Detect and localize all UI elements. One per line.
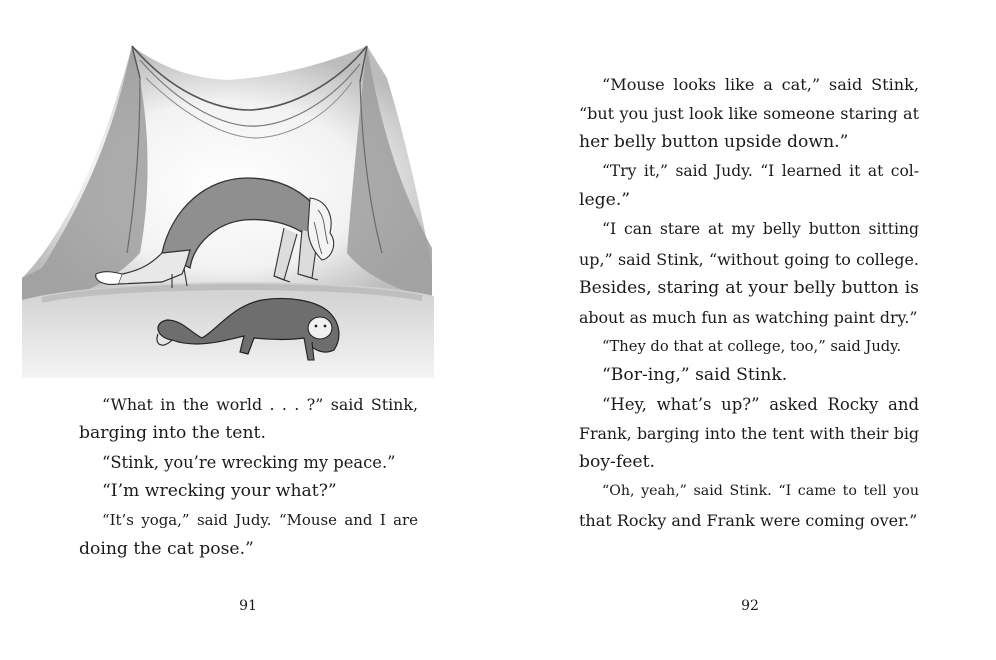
text-line: “What in the world . . . ?” said Stink, <box>102 395 418 414</box>
paragraph <box>579 215 919 331</box>
text-line: lege.” <box>579 190 631 211</box>
left-page-text <box>79 390 418 565</box>
text-line: “Bor-ing,” said Stink. <box>602 364 788 385</box>
text-line: Besides, staring at your belly button is <box>579 277 919 298</box>
paragraph <box>579 157 919 215</box>
right-page <box>498 0 996 660</box>
text-line: doing the cat pose.” <box>79 539 254 560</box>
text-line: “but you just look like someone staring at <box>579 104 919 124</box>
text-line: about as much fun as watching paint dry.” <box>579 307 918 327</box>
paragraph <box>79 448 418 477</box>
text-line: “They do that at college, too,” said Judy. <box>602 337 902 355</box>
page-number: 91 <box>239 598 257 614</box>
text-line: “Oh, yeah,” said Stink. “I came to tell you <box>602 483 919 500</box>
page-number: 92 <box>741 598 759 614</box>
text-line: up,” said Stink, “without going to college. <box>579 249 919 269</box>
right-page-text <box>579 70 919 536</box>
paragraph <box>79 390 418 448</box>
text-line: barging into the tent. <box>79 423 266 444</box>
text-line: “It’s yoga,” said Judy. “Mouse and I are <box>102 511 418 530</box>
paragraph <box>579 332 919 361</box>
text-line: “Mouse looks like a cat,” said Stink, <box>602 75 919 94</box>
text-line: “Hey, what’s up?” asked Rocky and <box>602 395 919 415</box>
paragraph <box>79 477 418 506</box>
paragraph <box>579 361 919 390</box>
text-line: Frank, barging into the tent with their big <box>579 424 919 444</box>
paragraph <box>79 506 418 564</box>
paragraph <box>579 70 919 157</box>
text-line: “Stink, you’re wrecking my peace.” <box>102 453 396 473</box>
text-line: boy-feet. <box>579 452 655 473</box>
text-line: that Rocky and Frank were coming over.” <box>579 511 918 531</box>
text-line: “I can stare at my belly button sitting <box>602 220 919 239</box>
tent-yoga-illustration <box>22 38 434 378</box>
text-line: “I’m wrecking your what?” <box>102 481 337 502</box>
paragraph <box>579 390 919 477</box>
text-line: “Try it,” said Judy. “I learned it at col- <box>602 162 919 181</box>
paragraph <box>579 477 919 535</box>
text-line: her belly button upside down.” <box>579 132 849 153</box>
